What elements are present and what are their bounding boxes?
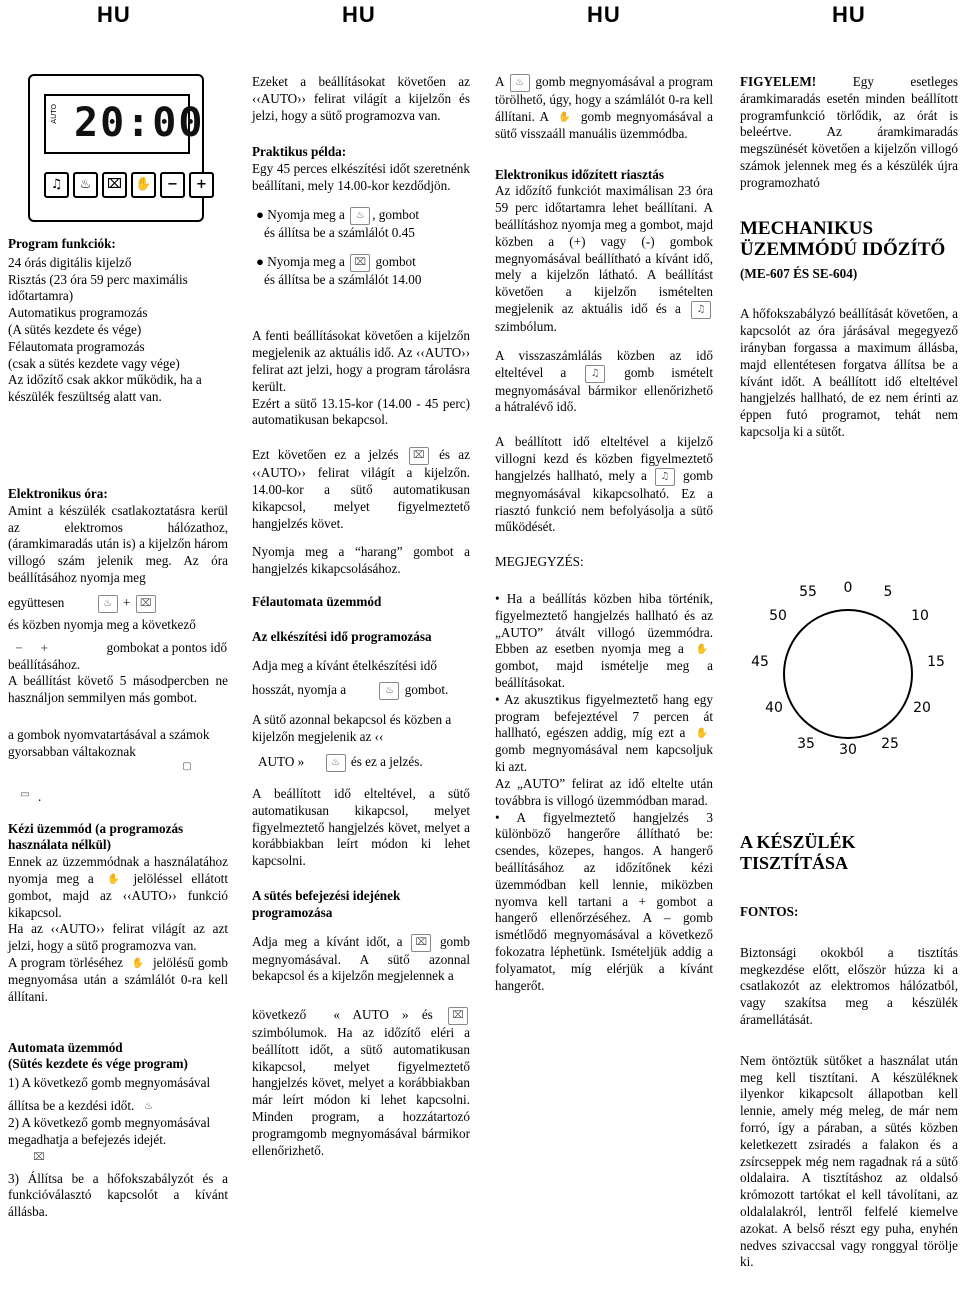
bullet-text: Nyomja meg a <box>267 253 345 269</box>
language-label: HU <box>587 2 621 27</box>
auto-step: 3) Állítsa be a hőfokszabályzót és a funkcióválasztó kapcsolót a kívánt állásba. <box>8 1170 228 1220</box>
p1-text: gomb megnyomásával a sütő visszaáll manuális üzemmódba. <box>495 108 714 141</box>
bell-text: Nyomja meg a “harang” gombot a hangjelzés kikapcsolásához. <box>252 544 470 577</box>
program-line: Félautomata programozás <box>8 338 145 354</box>
cook-end-icon: ⌧ <box>411 934 431 952</box>
signal-text: és az ‹‹AUTO›› felirat világít a kijelzőn. 14.00-kor a sütő automatikusan kikapcsol, melyet figyelmeztető hangjelzés követ. <box>252 447 471 531</box>
dial-label: 10 <box>911 608 929 624</box>
language-label: HU <box>342 2 376 27</box>
important-label: FONTOS: <box>740 904 799 919</box>
pot-icon: ♨ <box>510 74 530 92</box>
hand-icon: ✋ <box>695 644 709 656</box>
auto-step: 2) A következő gomb megnyomásával megadhatja a befejezés idejét. <box>8 1114 211 1147</box>
plus-icon: ▢ <box>182 760 192 772</box>
countdown-text: gomb ismételt megnyomásával bármikor ellenőrizhető a hátralévő idő. <box>495 364 714 415</box>
column-4 <box>740 74 958 453</box>
cook-end-icon: ⌧ <box>136 595 156 613</box>
manual-text: jelölésű gomb megnyomása után a számlálót 0-ra kell állítani. <box>8 955 228 1004</box>
dial-label: 20 <box>913 700 931 716</box>
column-1 <box>8 236 228 1221</box>
every-text: Minden program, a hozzátartozó programgomb megnyomásával bármikor ellenőrizhető. <box>252 1109 470 1158</box>
cook-end-icon: ⌧ <box>409 447 429 465</box>
auto-step: állítsa be a kezdési időt. <box>8 1098 135 1113</box>
oven-on-text: A sütő azonnal bekapcsol és közben a kijelzőn megjelenik az ‹‹ <box>252 712 452 745</box>
p1-text: gomb megnyomásával a program törölhető, úgy, hogy a számlálót 0-ra kell állítani. A <box>495 74 714 124</box>
manual-text: Ennek az üzzemmódnak a használatához nyomja meg a <box>8 854 228 886</box>
display-time: 20:00 <box>74 100 205 146</box>
program-line: Az időzítő csak akkor működik, ha a készülék feszültség alatt van. <box>8 372 202 405</box>
cook-end-icon: ⌧ <box>448 1007 468 1025</box>
language-label: HU <box>832 2 866 27</box>
dial-label: 5 <box>883 584 893 600</box>
timer-display <box>44 94 205 154</box>
hand-icon: ✋ <box>107 873 120 885</box>
hand-icon: ✋ <box>695 728 709 740</box>
clock-text: Amint a készülék csatlakoztatásra kerül az elektromos hálózathoz, (áramkimaradás után is) a kijelzőn három villogó szám jelenik meg. Az óra beállításához nyomja meg <box>8 502 228 585</box>
example-text: Egy 45 perces elkészítési időt szeretnénk beállítani, mely 14.00-kor kezdődjön. <box>252 161 470 193</box>
therefore-text: Ezért a sütő 13.15-kor (14.00 - 45 perc) automatikusan bekapcsol. <box>252 395 470 428</box>
auto-subheading: (Sütés kezdete és vége program) <box>8 1056 188 1072</box>
wait-text: A beállítást követő 5 másodpercben ne használjon semmilyen más gombot. <box>8 673 228 706</box>
dial-label: 15 <box>927 654 945 670</box>
mech-subheading: (ME-607 ÉS SE-604) <box>740 265 858 281</box>
prep-text: hosszát, nyomja a <box>252 682 347 698</box>
note-text: • Az akusztikus figyelmeztető hang egy program befejeztével 7 percen át hallható, egészen addig, míg ezt a <box>495 691 713 741</box>
mech-heading: MECHANIKUS ÜZEMMÓDÚ IDŐZÍTŐ <box>740 217 946 260</box>
dial-label: 30 <box>839 742 857 758</box>
program-line: (csak a sütés kezdete vagy vége) <box>8 355 180 371</box>
note-text: • Ha a beállítás közben hiba történik, figyelmeztető hangjelzés hallható és az „AUTO” átvált villogó üzemmódra. Ebben az esetben nyomja meg a <box>495 590 713 657</box>
bullet-text: és állítsa be a számlálót 0.45 <box>264 224 415 240</box>
semi-heading: Félautomata üzemmód <box>252 593 382 609</box>
hand-icon[interactable]: ✋ <box>131 172 156 198</box>
hold-text: a gombok nyomvatartásával a számok gyorsabban váltakoznak <box>8 726 210 759</box>
bell-icon: ♫ <box>655 468 675 486</box>
elapsed-text: gomb megnyomásával kikapcsolható. Ez a riasztó funkció nem befolyásolja a sütő működését. <box>495 467 714 535</box>
alarm-heading: Elektronikus időzített riasztás <box>495 166 664 182</box>
note-heading: MEGJEGYZÉS: <box>495 554 584 570</box>
next-text: szimbólumok. Ha az időzítő eléri a beállított időt, a sütő automatikusan kikapcsol, melyet figyelmeztető hangjelzés követ, melyet a korábbiakban már leírt módon ki lehet kapcsolni. <box>252 1025 470 1108</box>
end-text: Adja meg a kívánt időt, a <box>252 933 403 949</box>
minus-icon: − <box>14 642 24 654</box>
then-press-text: és közben nyomja meg a következő <box>8 616 196 632</box>
warning-text: Egy esetleges áramkimaradás esetén minden beállított programfunkció törlődik, az órát is beleértve. Az áramkimaradás megszünését követően a kijelzőn villogó számok jelennek meg és a készülék újra programozható <box>740 74 959 190</box>
column-2: Ezeket a beállításokat követően az ‹‹AUTO›› felirat világít a kijelzőn és jelzi, hogy a sütő programozva van. Praktikus példa: Egy 45 perces elkészítési időt szeretnénk beállítani, mely 14.00-kor kezdődjön. ● Nyomja meg a ♨ , gombot és állítsa be a számlálót 0.45 ● Nyomja meg a ⌧ gombot és állítsa be a számlálót 14.00 A fenti beállításokat követően a kijelzőn megjelenik az aktuális idő. Az ‹‹AUTO›› felirat azt jelzi, hogy a program tárolásra került. Ezért a sütő 13.15-kor (14.00 - 45 perc) automatikusan bekapcsol. Ezt követően ez a jelzés ⌧ és az ‹‹AUTO›› felirat világít a kijelzőn. 14.00-kor a sütő automatikusan kikapcsol, melyet figyelmeztető hangjelzés követ. Nyomja meg a “harang” gombot a hangjelzés kikapcsolásához. Félautomata üzemmód Az elkészítési idő programozása Adja meg a kívánt ételkészítési idő hosszát, nyomja a ♨ gombot. A sütő azonnal bekapcsol és közben a kijelzőn megjelenik az ‹‹ AUTO » ♨ és ez a jelzés. A beállított idő elteltével, a sütő automatikusan kikapcsol, melyet figyelmeztető hangjelzés követ, melyet a korábbiakban leírt módon ki lehet kapcsolni. A sütés befejezési idejének programozása Adja meg a kívánt időt, a ⌧ gomb megnyomásával. A sütő azonnal bekapcsol és a kijelzőn megjelennek a következő « AUTO » és ⌧ szimbólumok. Ha az időzítő eléri a beállított időt, a sütő automatikusan kikapcsol, melyet figyelmeztető hangjelzés követ, melyet a korábbiakban már leírt módon ki lehet kapcsolni. Minden program, a hozzátartozó programgomb megnyomásával bármikor ellenőrizhető. <box>252 74 471 1158</box>
timer-button-row <box>44 172 214 198</box>
bell-icon: ♫ <box>585 365 605 383</box>
cook-end-icon: ⌧ <box>350 254 370 272</box>
end-text: gomb megnyomásával. A sütő azonnal bekapcsol és a kijelzőn megjelennek a <box>252 933 470 984</box>
plus-icon[interactable]: + <box>189 172 214 198</box>
program-line: (A sütés kezdete és vége) <box>8 321 142 337</box>
program-line: Risztás (23 óra 59 perc maximális időtartamra) <box>8 271 188 304</box>
hand-icon: ✋ <box>558 111 571 123</box>
pot-icon: ♨ <box>350 207 370 225</box>
warning-label: FIGYELEM! <box>740 74 817 89</box>
prep-heading: Az elkészítési idő programozása <box>252 628 432 644</box>
pot-icon: ♨ <box>98 595 118 613</box>
after-time-text: A beállított idő elteltével, a sütő automatikusan kikapcsol, melyet figyelmeztető hangjelzés követ, melyet a korábbiakban leírt módon ki lehet kapcsolni. <box>252 785 470 869</box>
clean-text: Biztonsági okokból a tisztítás megkezdése előtt, először húzza ki a csatlakozót az elektromos hálózatból, vagy szakítsa meg a készülék áramellátását. <box>740 944 958 1027</box>
manual-text: A program törléséhez <box>8 955 123 971</box>
minus-icon[interactable]: − <box>160 172 185 198</box>
next-text: következő <box>252 1007 307 1023</box>
elapsed-text: A beállított idő elteltével a kijelző villogni kezd és közben figyelmeztető hangjelzés hallható, mely a <box>495 434 713 483</box>
note-text: gomb megnyomásával nem kapcsoljuk ki azt. <box>495 742 713 775</box>
mech-text: A hőfokszabályzó beállítását követően, a kapcsolót az óra járásával megegyező irányban forgassa a maximum állásba, majd ellentétesen forgatva állítsa be a kívánt időt. A beállított idő elteltével hangjelzés hallható, de ez nem érinti az éppen futó programot, tehát nem kapcsolja ki a sütőt. <box>740 306 958 439</box>
plus-icon: + <box>40 642 49 654</box>
pot-icon: ♨ <box>379 682 399 700</box>
program-line: 24 órás digitális kijelző <box>8 254 132 270</box>
program-lines <box>8 255 228 406</box>
dial-label: 25 <box>881 736 899 752</box>
end-heading: A sütés befejezési idejének programozása <box>252 887 401 920</box>
program-heading: Program funkciók: <box>8 236 116 251</box>
bell-icon: ♫ <box>691 301 711 319</box>
next-auto-text: « AUTO » és <box>333 1007 433 1023</box>
clean-heading: A KÉSZÜLÉK TISZTÍTÁSA <box>740 832 856 873</box>
timer-dial <box>738 578 958 778</box>
note-text: Az „AUTO” felirat az idő eltelte után továbbra is villogó üzemmódban marad. <box>495 776 713 808</box>
note-text: gombot, majd ismételje meg a beállításokat. <box>495 658 713 691</box>
pot-icon: ♨ <box>144 1100 154 1112</box>
prep-text: gombot. <box>404 682 449 698</box>
signal-text: Ezt követően ez a jelzés <box>252 447 399 463</box>
auto-step: 1) A következő gomb megnyomásával <box>8 1075 211 1091</box>
manual-text: Ha az ‹‹AUTO›› felirat világít az azt jelzi, hogy a sütő programozva van. <box>8 921 228 954</box>
dial-label: 45 <box>751 654 769 670</box>
pot-icon[interactable]: ♨ <box>73 172 98 198</box>
program-line: Automatikus programozás <box>8 305 148 321</box>
together-text: együttesen <box>8 594 65 610</box>
dial-ring <box>784 610 912 738</box>
clean-text: Nem öntöztük sütőket a használat után meg kell tisztítani. A készüléknek ilyenkor kikapcsolt állapotban kell lennie, amely még meleg, de már nem forró, így a páraban, a sütés közben keletkezett zsiradés a falakon és a zsírcseppek még nem ragadnak rá a sütő oldalaira. A tisztításhoz az oldalsó krómozott tartókat el kell távolítani, az oldalalakról, lentről felfelé kiemelve azokat. A belső részt egy puha, enyhén nedves szivaccsal vagy ronggyal törölje ki. <box>740 1052 958 1270</box>
column-3 <box>495 74 713 994</box>
bell-icon[interactable]: ♫ <box>44 172 69 198</box>
note-text: • A figyelmeztető hangjelzés 3 különböző hangerőre állítható be: csendes, közepes, hangos. A hangerő beállításához az időzítőnek kézi üzemmódban kell lennie, miközben nyomva kell tartani a + gombot a hangerő ellenőrzéséhez. A – gomb ismétlődő megnyomásával a következő fokozatra léphetünk. Ismételjük addig a folyamatot, míg elérjük a kívánt hangerőt. <box>495 809 713 993</box>
manual-text: jelöléssel ellátott gombot, majd az ‹‹AUTO›› funkció kikapcsol. <box>8 870 229 920</box>
intro-text: Ezeket a beállításokat követően az ‹‹AUTO›› felirat világít a kijelzőn és jelzi, hogy a sütő programozva van. <box>252 74 470 123</box>
display-auto-label: AUTO <box>50 104 58 124</box>
auto-heading: Automata üzemmód <box>8 1039 123 1055</box>
dial-label: 0 <box>843 580 853 596</box>
dot: . <box>38 788 42 804</box>
plus-sign: + <box>123 594 131 610</box>
manual-heading: Kézi üzemmód (a programozás használata nélkül) <box>8 820 184 853</box>
p1-text: A <box>495 74 504 90</box>
dial-label: 50 <box>769 608 787 624</box>
language-label: HU <box>97 2 131 27</box>
column-4-bottom <box>740 832 958 1283</box>
after-settings-text: A fenti beállításokat követően a kijelzőn megjelenik az aktuális idő. Az ‹‹AUTO›› felirat azt jelzi, hogy a program tárolásra került. <box>252 328 470 394</box>
cook-end-icon: ⌧ <box>33 1151 45 1163</box>
and-sign-text: és ez a jelzés. <box>350 753 423 769</box>
hand-icon: ✋ <box>131 958 145 970</box>
pot-icon: ♨ <box>326 754 346 772</box>
buttons-for-text: gombokat a pontos idő beállításához. <box>8 639 228 672</box>
example-heading: Praktikus példa: <box>252 144 347 160</box>
bullet-text: gombot <box>375 253 416 269</box>
auto-label: AUTO » <box>258 753 305 769</box>
symbol-text: szimbólum. <box>495 318 557 334</box>
bullet-text: , gombot <box>372 206 420 222</box>
prep-text: Adja meg a kívánt ételkészítési idő <box>252 657 437 673</box>
bullet-text: Nyomja meg a <box>267 206 345 222</box>
bullet-text: és állítsa be a számlálót 14.00 <box>264 271 422 287</box>
timer-panel <box>28 74 207 222</box>
dial-label: 55 <box>799 584 817 600</box>
alarm-text: Az időzítő funkciót maximálisan 23 óra 59 perc időtartamra lehet beállítani. A beállításhoz nyomja meg a gombot, majd közben a (+) vagy (-) gombok megnyomásával beállítható a kívánt idő, mely a kijelzőn látható. A beállítást követően a kijelzőn ismételten megjelenik az aktuális idő és a <box>495 183 713 316</box>
countdown-text: A visszaszámlálás közben az idő elteltével a <box>495 347 713 380</box>
dial-label: 40 <box>765 700 783 716</box>
cook-end-icon[interactable]: ⌧ <box>102 172 127 198</box>
minus-icon: ▭ <box>20 788 30 800</box>
dial-label: 35 <box>797 736 815 752</box>
clock-heading: Elektronikus óra: <box>8 485 108 501</box>
